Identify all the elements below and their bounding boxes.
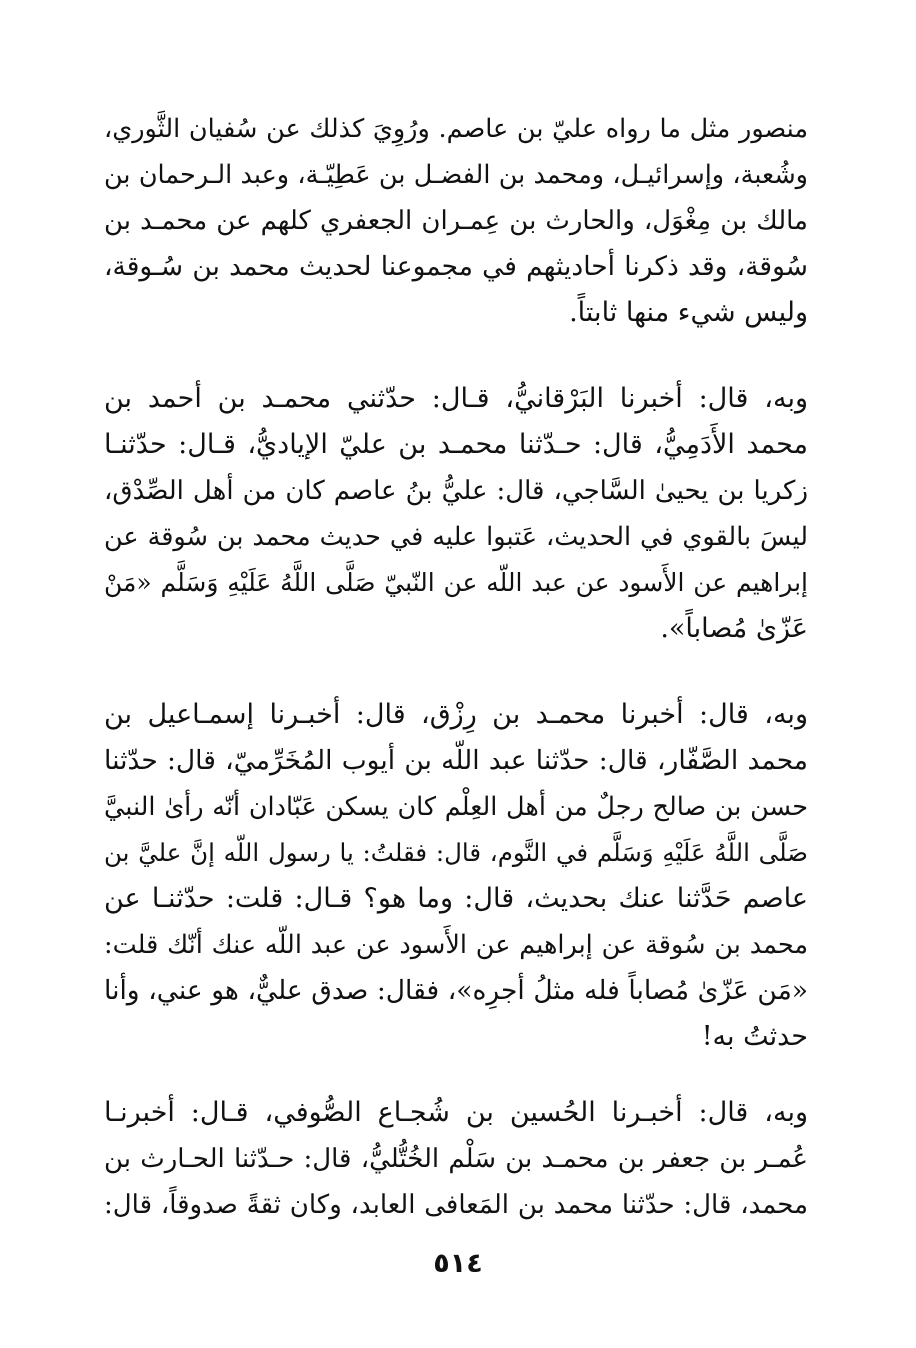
paragraph-1 bbox=[104, 106, 808, 336]
text-line: وبه، قال: أخبرنا محمـد بن رِزْق، قال: أخبـرنا إسمـاعيل بن bbox=[104, 699, 808, 730]
paragraph-gap bbox=[104, 652, 808, 692]
text-line: إبراهيم عن الأَسود عن عبد اللّه عن النّبيّ صَلَّى اللَّهُ عَلَيْهِ وَسَلَّم «مَنْ bbox=[104, 568, 808, 597]
text-line: منصور مثل ما رواه عليّ بن عاصم. ورُوِيَ كذلك عن سُفيان الثَّوري، bbox=[104, 114, 808, 144]
text-line: وبه، قال: أخبرنا البَرْقانيُّ، قـال: حدّثني محمـد بن أحمد بن bbox=[104, 383, 808, 414]
text-line: محمد، قال: حدّثنا محمد بن المَعافى العابد، وكان ثقةً صدوقاً، قال: bbox=[104, 1190, 808, 1220]
page-number: ٥١٤ bbox=[433, 1248, 483, 1279]
paragraph-gap bbox=[104, 336, 808, 376]
paragraph-2 bbox=[104, 376, 808, 652]
text-line: وبه، قال: أخبـرنا الحُسين بن شُجـاع الصُّوفي، قـال: أخبرنـا bbox=[104, 1097, 808, 1128]
text-line: محمد بن سُوقة عن إبراهيم عن الأَسود عن عبد اللّه عنك أنّك قلت: bbox=[104, 930, 808, 960]
paragraph-gap bbox=[104, 1060, 808, 1090]
text-line: وشُعبة، وإسرائيـل، ومحمد بن الفضـل بن عَطِيّـة، وعبد الـرحمان بن bbox=[104, 160, 808, 190]
text-line: ليسَ بالقوي في الحديث، عَتبوا عليه في حديث محمد بن سُوقة عن bbox=[104, 522, 808, 552]
text-line: صَلَّى اللَّهُ عَلَيْهِ وَسَلَّم في النَّوم، قال: فقلتُ: يا رسول اللّه إنَّ عليَّ بن bbox=[104, 838, 808, 867]
paragraph-3 bbox=[104, 692, 808, 1060]
text-line: «مَن عَزّىٰ مُصاباً فله مثلُ أجرِه»، فقال: صدق عليٌّ، هو عني، وأنا bbox=[104, 975, 808, 1006]
text-line: مالك بن مِغْوَل، والحارث بن عِمـران الجعفري كلهم عن محمـد بن bbox=[104, 206, 808, 236]
text-line: زكريا بن يحيىٰ السَّاجي، قال: عليُّ بنُ عاصم كان من أهل الصِّدْق، bbox=[104, 476, 808, 506]
page-body bbox=[104, 106, 808, 1228]
text-line: حسن بن صالح رجلٌ من أهل العِلْم كان يسكن عَبّادان أنّه رأىٰ النبيَّ bbox=[104, 792, 808, 822]
text-line: عاصم حَدَّثنا عنك بحديث، قال: وما هو؟ قـال: قلت: حدّثنـا عن bbox=[104, 883, 808, 914]
text-line: حدثتُ به! bbox=[701, 1021, 808, 1052]
text-line: محمد الأَدَمِيُّ، قال: حـدّثنا محمـد بن عليّ الإياديُّ، قـال: حدّثنـا bbox=[104, 429, 808, 460]
paragraph-4 bbox=[104, 1090, 808, 1228]
text-line: سُوقة، وقد ذكرنا أحاديثهم في مجموعنا لحديث محمد بن سُـوقة، bbox=[104, 251, 808, 282]
text-line: وليس شيء منها ثابتاً. bbox=[569, 297, 808, 328]
text-line: عَزّىٰ مُصاباً». bbox=[660, 613, 808, 644]
text-line: محمد الصَّفّار، قال: حدّثنا عبد اللّه بن أيوب المُخَرِّميّ، قال: حدّثنا bbox=[104, 745, 808, 776]
text-line: عُمـر بن جعفر بن محمـد بن سَلْم الخُتُّليُّ، قال: حـدّثنا الحـارث بن bbox=[104, 1144, 808, 1174]
